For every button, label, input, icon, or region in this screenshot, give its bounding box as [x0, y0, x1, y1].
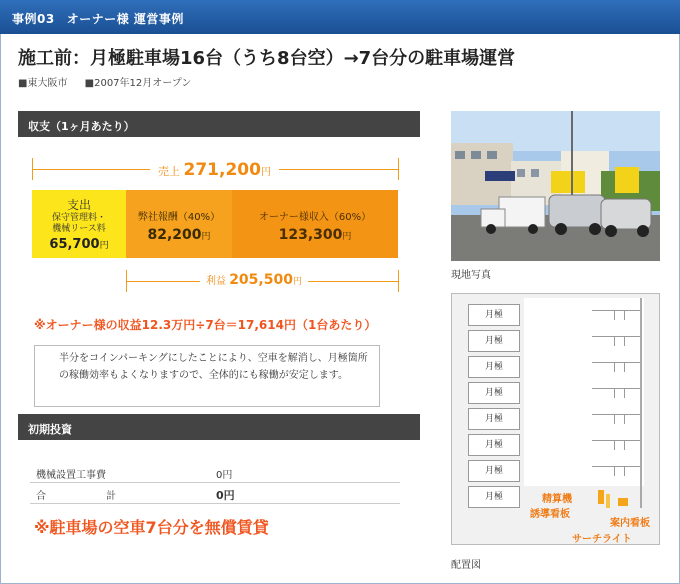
- monthly-slot: 月極: [468, 356, 520, 378]
- sales-label: 売上 271,200円: [150, 160, 279, 180]
- table-row: [30, 483, 400, 504]
- monthly-slot: 月極: [468, 382, 520, 404]
- fee-label: 弊社報酬（40%）: [137, 212, 221, 223]
- parking-space-tick: [614, 362, 615, 372]
- monthly-slot: 月極: [468, 408, 520, 430]
- parking-space-tick: [614, 388, 615, 398]
- parking-space-line: [592, 388, 640, 389]
- parking-space-line: [592, 440, 640, 441]
- expense-detail-1: 保守管理料・: [51, 213, 106, 223]
- total-label: 合 計: [36, 491, 116, 502]
- info-sign-marker: [618, 498, 628, 506]
- open-date-text: ■2007年12月オープン: [84, 78, 192, 89]
- monthly-slot: 月極: [468, 434, 520, 456]
- info-sign-label: 案内看板: [610, 518, 650, 529]
- parking-space-tick: [624, 414, 625, 424]
- investment-section-heading: 初期投資: [18, 414, 420, 440]
- payment-machine-marker: [598, 490, 604, 504]
- fee-block: 弊社報酬（40%） 82,200円: [126, 190, 232, 258]
- searchlight-label: サーチライト: [572, 534, 632, 545]
- parking-space-line: [592, 310, 640, 311]
- parking-space-line: [592, 466, 640, 467]
- parking-space-line: [592, 414, 640, 415]
- parking-space-tick: [614, 466, 615, 476]
- install-cost-value: 0円: [216, 470, 233, 481]
- owner-income-label: オーナー様収入（60%）: [258, 212, 372, 223]
- payment-machine-label: 精算機: [542, 494, 572, 505]
- parking-space-line: [592, 336, 640, 337]
- parking-space-line: [592, 362, 640, 363]
- profit-arrow-right-tick: [398, 270, 399, 292]
- table-row: [30, 462, 400, 483]
- parking-space-tick: [624, 388, 625, 398]
- parking-space-tick: [624, 310, 625, 320]
- expense-detail-2: 機械リース料: [52, 224, 106, 234]
- parking-space-tick: [624, 336, 625, 346]
- income-section-heading: 収支（1ヶ月あたり）: [18, 111, 420, 137]
- parking-space-tick: [614, 310, 615, 320]
- case-header-bar: [0, 0, 680, 34]
- owner-income-value: 123,300: [278, 227, 343, 243]
- coin-parking-area: [524, 298, 644, 486]
- parking-space-tick: [624, 466, 625, 476]
- map-caption: 配置図: [451, 560, 481, 571]
- parking-space-tick: [614, 336, 615, 346]
- profit-label: 利益 205,500円: [200, 272, 308, 288]
- expense-title: 支出: [66, 198, 91, 212]
- sales-arrow-right-tick: [398, 158, 399, 180]
- guide-sign-label: 誘導看板: [530, 509, 570, 520]
- owner-income-note: ※オーナー様の収益12.3万円÷7台＝17,614円（1台あたり）: [34, 318, 377, 332]
- layout-map: [451, 293, 660, 545]
- fee-value: 82,200: [147, 227, 202, 243]
- location-text: ■東大阪市: [18, 78, 68, 89]
- parking-space-tick: [614, 440, 615, 450]
- photo-caption: 現地写真: [451, 270, 491, 281]
- boundary-line: [640, 298, 642, 508]
- page-title: 施工前：月極駐車場16台（うち8台空）→7台分の駐車場運営: [18, 48, 516, 69]
- free-lease-note: ※駐車場の空車7台分を無償賃貸: [34, 518, 269, 537]
- owner-income-block: オーナー様収入（60%） 123,300円: [232, 190, 398, 258]
- total-value: 0円: [216, 489, 235, 502]
- parking-space-tick: [624, 362, 625, 372]
- monthly-slot: 月極: [468, 486, 520, 508]
- case-title: オーナー様 運営事例: [66, 12, 184, 26]
- investment-table: [30, 462, 400, 504]
- guide-sign-marker: [606, 494, 610, 508]
- parking-space-tick: [614, 414, 615, 424]
- site-photo-image: [451, 111, 660, 261]
- sales-value: 271,200: [183, 160, 261, 180]
- profit-value: 205,500: [229, 272, 293, 288]
- parking-space-tick: [624, 440, 625, 450]
- case-number: 事例03: [12, 12, 55, 26]
- monthly-lot: [468, 304, 522, 510]
- expense-block: 支出 保守管理料・ 機械リース料 65,700円: [32, 190, 126, 258]
- monthly-slot: 月極: [468, 304, 520, 326]
- monthly-slot: 月極: [468, 330, 520, 352]
- monthly-slot: 月極: [468, 460, 520, 482]
- description-box: 半分をコインパーキングにしたことにより、空車を解消し、月極箇所の稼働効率もよくなりますので、全体的にも稼働が安定します。: [34, 345, 380, 407]
- site-photo: [451, 111, 660, 261]
- expense-value: 65,700: [49, 237, 100, 252]
- case-meta: [18, 74, 205, 89]
- install-cost-label: 機械設置工事費: [36, 470, 106, 481]
